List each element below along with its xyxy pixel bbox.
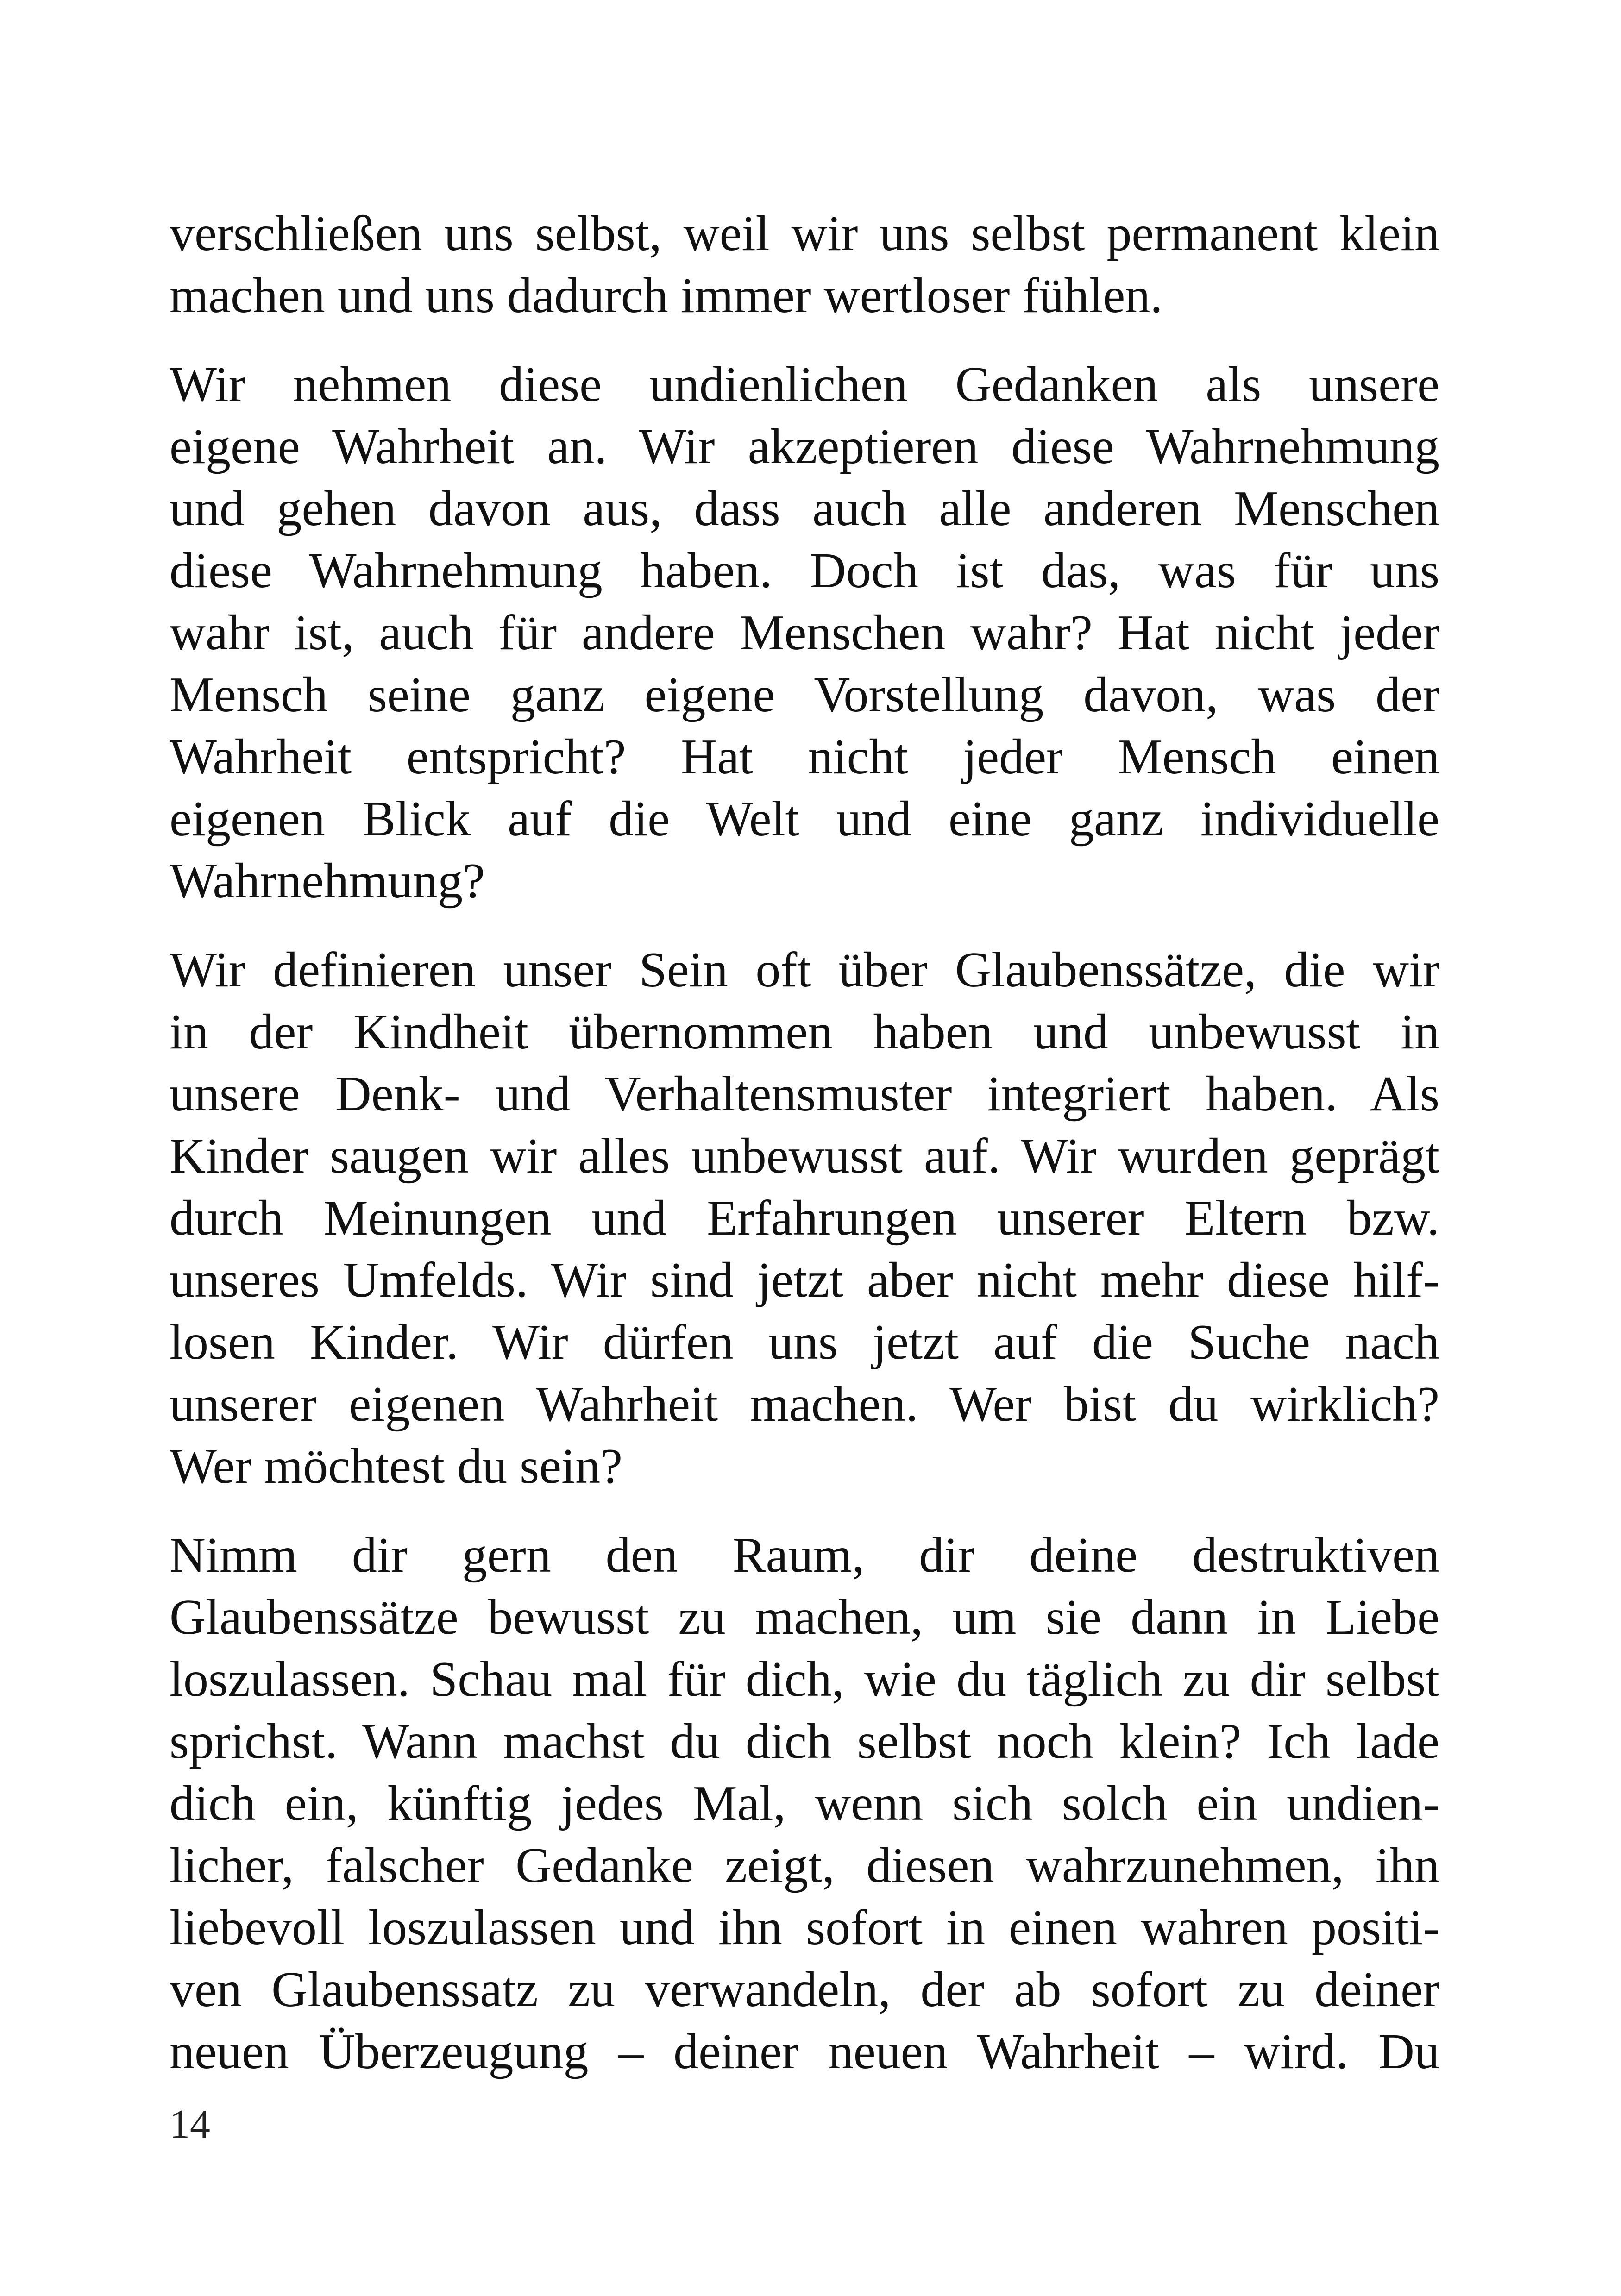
text-line: Wahrheit entspricht? Hat nicht jeder Mensch einen (170, 729, 1439, 784)
text-line: machen und uns dadurch immer wertloser fühlen. (170, 268, 1163, 323)
paragraph-1 (170, 203, 1439, 327)
text-line: verschließen uns selbst, weil wir uns selbst permanent klein (170, 206, 1439, 261)
text-line: Kinder saugen wir alles unbewusst auf. Wir wurden geprägt (170, 1129, 1439, 1184)
text-line: in der Kindheit übernommen haben und unbewusst in (170, 1004, 1439, 1060)
text-line: unserer eigenen Wahrheit machen. Wer bist du wirklich? (170, 1377, 1439, 1432)
text-line: loszulassen. Schau mal für dich, wie du täglich zu dir selbst (170, 1652, 1439, 1707)
text-line: Wahrnehmung? (170, 853, 485, 909)
text-line: unseres Umfelds. Wir sind jetzt aber nicht mehr diese hilf- (170, 1253, 1439, 1308)
paragraph-spacer (170, 1498, 1439, 1524)
paragraph-3 (170, 939, 1439, 1498)
text-line: Mensch seine ganz eigene Vorstellung davon, was der (170, 667, 1439, 722)
paragraph-spacer (170, 912, 1439, 939)
text-line: unsere Denk- und Verhaltensmuster integriert haben. Als (170, 1066, 1439, 1122)
text-line: eigenen Blick auf die Welt und eine ganz individuelle (170, 791, 1439, 847)
text-line: Wir nehmen diese undienlichen Gedanken als unsere (170, 357, 1439, 412)
text-line: eigene Wahrheit an. Wir akzeptieren diese Wahrnehmung (170, 419, 1439, 474)
text-line: Wer möchtest du sein? (170, 1439, 623, 1494)
paragraph-spacer (170, 327, 1439, 354)
page-number: 14 (170, 2102, 210, 2147)
paragraph-2 (170, 354, 1439, 912)
text-line: neuen Überzeugung – deiner neuen Wahrheit – wird. Du (170, 2024, 1439, 2079)
text-line: diese Wahrnehmung haben. Doch ist das, was für uns (170, 543, 1439, 598)
text-line: wahr ist, auch für andere Menschen wahr? Hat nicht jeder (170, 605, 1439, 660)
paragraph-4 (170, 1524, 1439, 2083)
text-line: Glaubenssätze bewusst zu machen, um sie dann in Liebe (170, 1590, 1439, 1645)
text-line: durch Meinungen und Erfahrungen unserer Eltern bzw. (170, 1191, 1439, 1246)
book-page-body (170, 203, 1439, 2148)
text-line: Wir definieren unser Sein oft über Glaubenssätze, die wir (170, 942, 1439, 997)
text-line: licher, falscher Gedanke zeigt, diesen wahrzunehmen, ihn (170, 1838, 1439, 1893)
text-line: und gehen davon aus, dass auch alle anderen Menschen (170, 481, 1439, 536)
text-line: liebevoll loszulassen und ihn sofort in einen wahren positi- (170, 1900, 1439, 1955)
text-line: dich ein, künftig jedes Mal, wenn sich solch ein undien- (170, 1776, 1439, 1831)
text-line: losen Kinder. Wir dürfen uns jetzt auf die Suche nach (170, 1315, 1439, 1370)
text-line: ven Glaubenssatz zu verwandeln, der ab sofort zu deiner (170, 1962, 1439, 2017)
text-line: sprichst. Wann machst du dich selbst noch klein? Ich lade (170, 1714, 1439, 1769)
text-line: Nimm dir gern den Raum, dir deine destruktiven (170, 1528, 1439, 1583)
